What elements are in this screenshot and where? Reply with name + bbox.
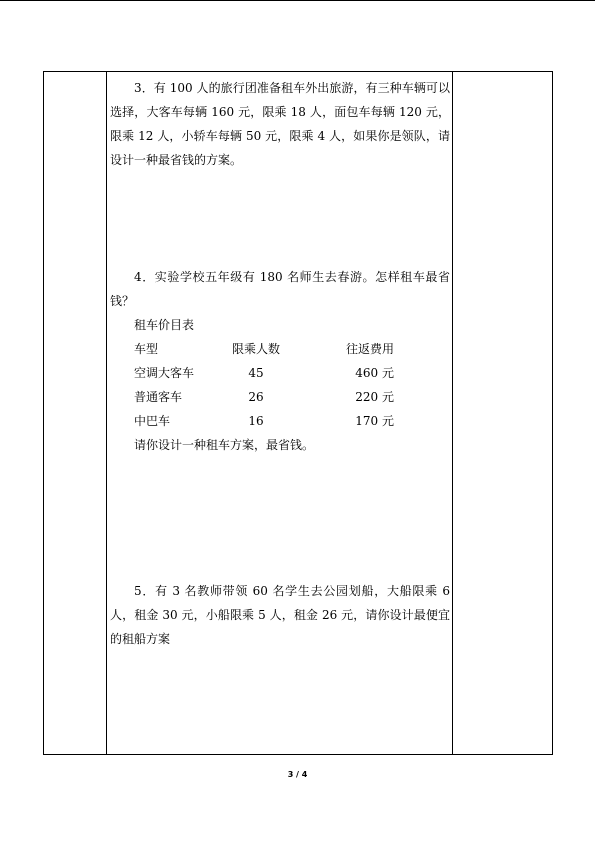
capacity: 26 [248,390,264,404]
header-vehicle-type: 车型 [134,342,159,356]
content-cell [110,76,450,651]
round-trip-cost: 460 元 [355,366,394,380]
header-round-trip-cost: 往返费用 [345,342,394,356]
problem-5: 5．有 3 名教师带领 60 名学生去公园划船，大船限乘 6 人，租金 30 元，小船限乘 5 人，租金 26 元，请你设计最便宜的租船方案 [110,584,450,646]
column-divider-right [452,71,453,755]
problem-3: 3．有 100 人的旅行团准备租车外出旅游，有三种车辆可以选择，大客车每辆 160 元，限乘 18 人，面包车每辆 120 元，限乘 12 人，小轿车每辆 50 元，限乘 4 人，如果你是领队，请设计一种最省钱的方案。 [110,81,450,167]
capacity: 45 [248,366,264,380]
capacity: 16 [248,414,264,428]
rental-price-table [134,313,450,457]
round-trip-cost: 220 元 [355,390,394,404]
column-divider-left [106,71,107,755]
rental-table-note: 请你设计一种租车方案，最省钱。 [134,438,315,452]
top-rule [0,0,595,1]
vehicle-type: 中巴车 [134,414,171,428]
problem-4: 4．实验学校五年级有 180 名师生去春游。怎样租车最省钱？ [110,270,450,308]
header-capacity: 限乘人数 [231,342,280,356]
table-row [134,361,450,385]
round-trip-cost: 170 元 [355,414,394,428]
table-row [134,385,450,409]
rental-table-title: 租车价目表 [134,318,195,332]
table-row [134,409,450,433]
page-number: 3 / 4 [287,770,308,779]
vehicle-type: 空调大客车 [134,366,195,380]
rental-table-header [134,337,450,361]
vehicle-type: 普通客车 [134,390,183,404]
